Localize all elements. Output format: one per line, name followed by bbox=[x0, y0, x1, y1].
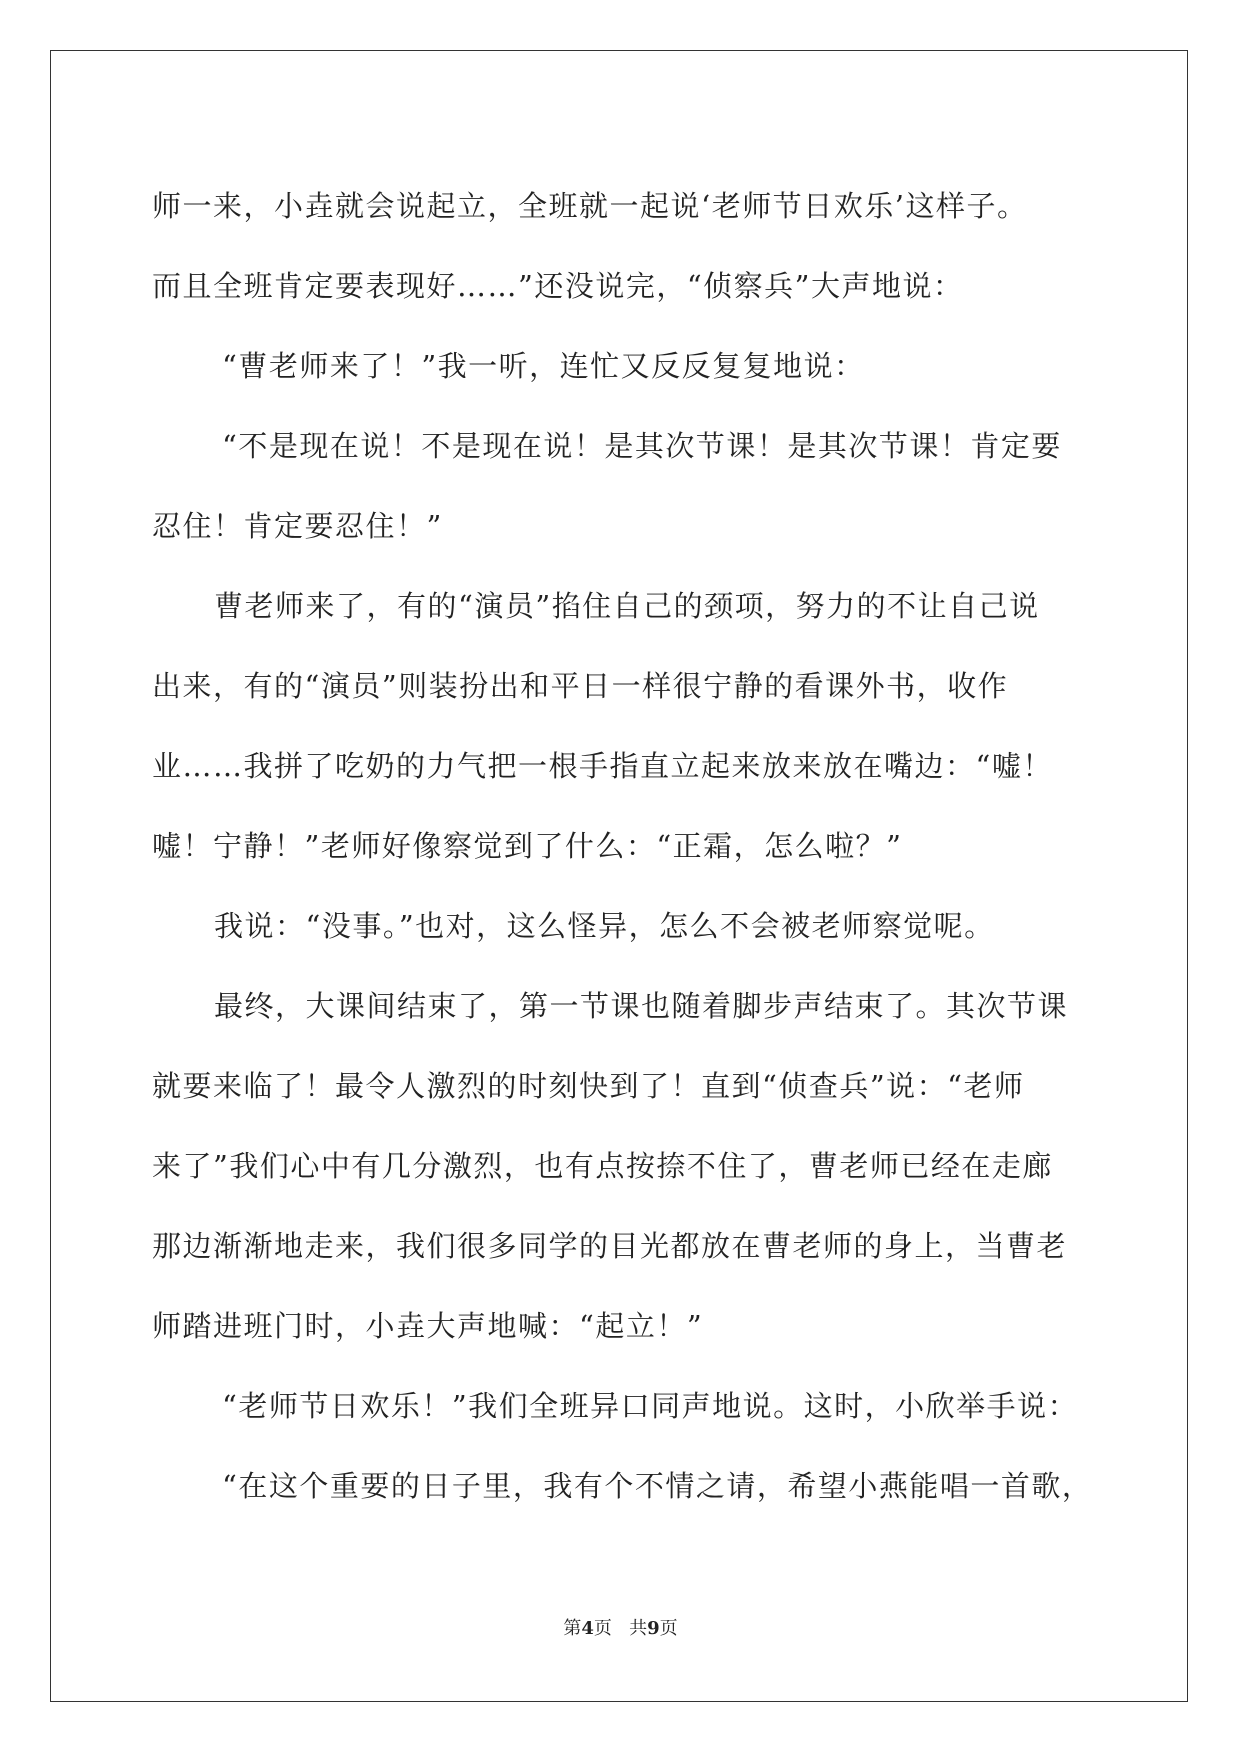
text-line-7: 出来，有的“演员”则装扮出和平日一样很宁静的看课外书，收作 bbox=[152, 669, 1009, 703]
text-line-9: 嘘！宁静！”老师好像察觉到了什么：“正霜，怎么啦？” bbox=[152, 829, 903, 863]
text-line-15: 师踏进班门时，小垚大声地喊：“起立！” bbox=[152, 1309, 704, 1343]
text-line-8: 业……我拼了吃奶的力气把一根手指直立起来放来放在嘴边：“嘘！ bbox=[152, 749, 1053, 783]
text-line-13: 来了”我们心中有几分激烈，也有点按捺不住了，曹老师已经在走廊 bbox=[152, 1149, 1053, 1183]
footer-total-pages: 9 bbox=[647, 1618, 660, 1639]
text-line-6: 曹老师来了，有的“演员”掐住自己的颈项，努力的不让自己说 bbox=[214, 589, 1040, 623]
text-line-10: 我说：“没事。”也对，这么怪异，怎么不会被老师察觉呢。 bbox=[214, 909, 995, 943]
text-line-4: “不是现在说！不是现在说！是其次节课！是其次节课！肯定要 bbox=[222, 429, 1062, 463]
text-line-11: 最终，大课间结束了，第一节课也随着脚步声结束了。其次节课 bbox=[214, 989, 1069, 1023]
text-line-3: “曹老师来了！”我一听，连忙又反反复复地说： bbox=[222, 349, 865, 383]
text-line-2: 而且全班肯定要表现好……”还没说完，“侦察兵”大声地说： bbox=[152, 269, 964, 303]
footer-total-prefix: 共 bbox=[629, 1618, 648, 1639]
footer-page-number: 4 bbox=[581, 1618, 594, 1639]
page-footer bbox=[0, 1614, 1241, 1640]
footer-page-suffix: 页 bbox=[593, 1618, 612, 1639]
document-body bbox=[152, 166, 1093, 1526]
text-line-5: 忍住！肯定要忍住！” bbox=[152, 509, 443, 543]
footer-prefix: 第 bbox=[563, 1618, 582, 1639]
footer-total-suffix: 页 bbox=[659, 1618, 678, 1639]
text-line-1: 师一来，小垚就会说起立，全班就一起说‘老师节日欢乐’这样子。 bbox=[152, 189, 1028, 223]
text-line-16: “老师节日欢乐！”我们全班异口同声地说。这时，小欣举手说： bbox=[222, 1389, 1079, 1423]
text-line-12: 就要来临了！最令人激烈的时刻快到了！直到“侦查兵”说：“老师 bbox=[152, 1069, 1025, 1103]
text-line-14: 那边渐渐地走来，我们很多同学的目光都放在曹老师的身上，当曹老 bbox=[152, 1229, 1068, 1263]
text-line-17: “在这个重要的日子里，我有个不情之请，希望小燕能唱一首歌， bbox=[222, 1469, 1093, 1503]
